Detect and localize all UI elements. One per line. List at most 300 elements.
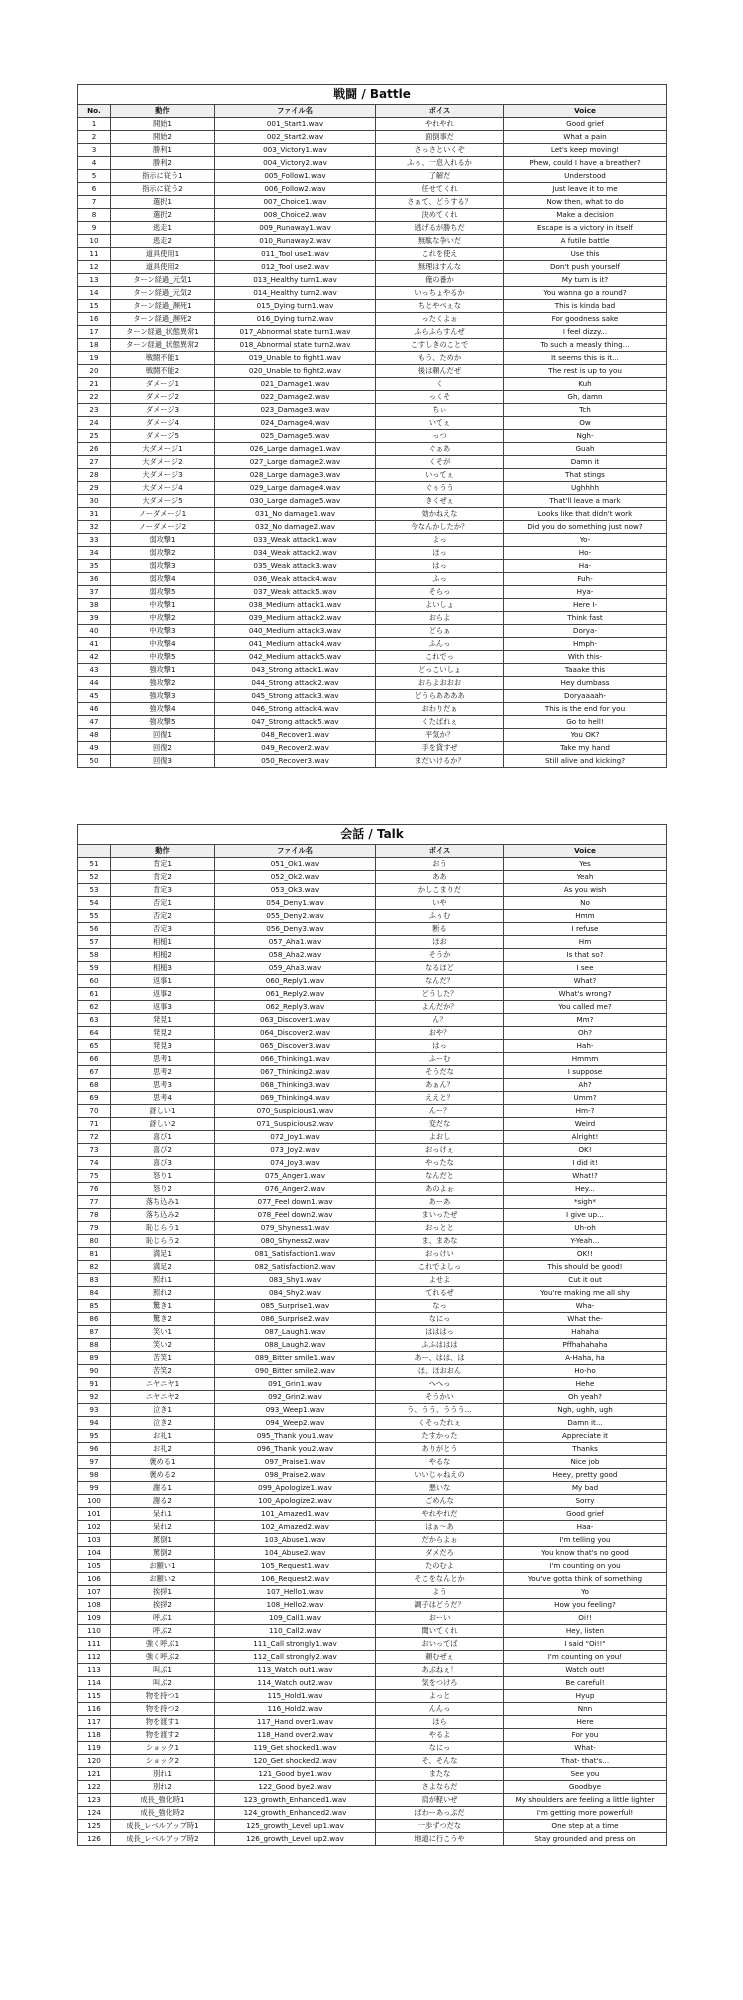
- cell-voice: くそが: [376, 456, 504, 469]
- cell-file: 071_Suspicious2.wav: [215, 1118, 376, 1131]
- cell-voice: 手を貸すぜ: [376, 742, 504, 755]
- cell-voice: なるほど: [376, 962, 504, 975]
- table-row: [78, 1573, 667, 1586]
- cell-file: 104_Abuse2.wav: [215, 1547, 376, 1560]
- cell-no: 109: [78, 1612, 111, 1625]
- table-row: [78, 235, 667, 248]
- cell-voice: おらよおおお: [376, 677, 504, 690]
- cell-file: 018_Abnormal state turn2.wav: [215, 339, 376, 352]
- cell-no: 26: [78, 443, 111, 456]
- cell-voice: う、うう、ううう…: [376, 1404, 504, 1417]
- cell-action: 思考1: [111, 1053, 215, 1066]
- cell-voice: やるな: [376, 1456, 504, 1469]
- cell-voice-en: Yes: [504, 858, 667, 871]
- cell-file: 037_Weak attack5.wav: [215, 586, 376, 599]
- cell-file: 098_Praise2.wav: [215, 1469, 376, 1482]
- cell-voice: ったくよぉ: [376, 313, 504, 326]
- table-row: [78, 495, 667, 508]
- cell-file: 067_Thinking2.wav: [215, 1066, 376, 1079]
- cell-file: 046_Strong attack4.wav: [215, 703, 376, 716]
- cell-no: 59: [78, 962, 111, 975]
- cell-action: 道具使用1: [111, 248, 215, 261]
- cell-no: 62: [78, 1001, 111, 1014]
- cell-voice-en: Good grief: [504, 1508, 667, 1521]
- table-row: [78, 443, 667, 456]
- cell-voice: これでよしっ: [376, 1261, 504, 1274]
- cell-no: 90: [78, 1365, 111, 1378]
- cell-action: 開始1: [111, 118, 215, 131]
- cell-voice-en: I said "Oi!!": [504, 1638, 667, 1651]
- cell-file: 032_No damage2.wav: [215, 521, 376, 534]
- header-voice-en: Voice: [504, 105, 667, 118]
- cell-action: 返事3: [111, 1001, 215, 1014]
- cell-voice: さよならだ: [376, 1781, 504, 1794]
- cell-action: 相槌3: [111, 962, 215, 975]
- cell-voice-en: Good grief: [504, 118, 667, 131]
- cell-no: 47: [78, 716, 111, 729]
- table-row: [78, 1209, 667, 1222]
- cell-no: 7: [78, 196, 111, 209]
- table-row: [78, 651, 667, 664]
- cell-voice: なにっ: [376, 1742, 504, 1755]
- cell-action: ショック1: [111, 1742, 215, 1755]
- cell-no: 80: [78, 1235, 111, 1248]
- cell-action: 満足1: [111, 1248, 215, 1261]
- cell-voice: どうした？: [376, 988, 504, 1001]
- cell-voice: 今なんかしたか？: [376, 521, 504, 534]
- cell-file: 099_Apologize1.wav: [215, 1482, 376, 1495]
- cell-file: 086_Surprise2.wav: [215, 1313, 376, 1326]
- cell-no: 107: [78, 1586, 111, 1599]
- cell-no: 28: [78, 469, 111, 482]
- table-row: [78, 378, 667, 391]
- cell-action: 強く呼ぶ1: [111, 1638, 215, 1651]
- cell-no: 19: [78, 352, 111, 365]
- cell-action: ターン経過_状態異常2: [111, 339, 215, 352]
- cell-no: 39: [78, 612, 111, 625]
- cell-voice-en: I see: [504, 962, 667, 975]
- header-file: ファイル名: [215, 105, 376, 118]
- table-row: [78, 1378, 667, 1391]
- cell-voice: はぁ～あ: [376, 1521, 504, 1534]
- cell-file: 059_Aha3.wav: [215, 962, 376, 975]
- cell-file: 038_Medium attack1.wav: [215, 599, 376, 612]
- cell-no: 33: [78, 534, 111, 547]
- cell-file: 085_Surprise1.wav: [215, 1300, 376, 1313]
- cell-file: 041_Medium attack4.wav: [215, 638, 376, 651]
- cell-voice-en: Hey...: [504, 1183, 667, 1196]
- cell-voice-en: You OK?: [504, 729, 667, 742]
- cell-action: 罵倒1: [111, 1534, 215, 1547]
- cell-action: ノーダメージ2: [111, 521, 215, 534]
- table-row: [78, 1794, 667, 1807]
- cell-voice-en: What-: [504, 1742, 667, 1755]
- cell-file: 035_Weak attack3.wav: [215, 560, 376, 573]
- cell-voice-en: Understood: [504, 170, 667, 183]
- cell-voice-en: Hmph-: [504, 638, 667, 651]
- cell-voice: いいじゃねえの: [376, 1469, 504, 1482]
- cell-voice: 一歩ずつだな: [376, 1820, 504, 1833]
- cell-voice-en: Did you do something just now?: [504, 521, 667, 534]
- cell-file: 126_growth_Level up2.wav: [215, 1833, 376, 1846]
- cell-no: 51: [78, 858, 111, 871]
- cell-file: 056_Deny3.wav: [215, 923, 376, 936]
- table-row: [78, 1625, 667, 1638]
- cell-voice: よいしょ: [376, 599, 504, 612]
- cell-no: 70: [78, 1105, 111, 1118]
- cell-no: 102: [78, 1521, 111, 1534]
- header-voice: ボイス: [376, 105, 504, 118]
- cell-file: 068_Thinking3.wav: [215, 1079, 376, 1092]
- cell-no: 100: [78, 1495, 111, 1508]
- cell-voice-en: You've gotta think of something: [504, 1573, 667, 1586]
- cell-voice-en: I'm telling you: [504, 1534, 667, 1547]
- cell-no: 76: [78, 1183, 111, 1196]
- cell-voice-en: You wanna go a round?: [504, 287, 667, 300]
- table-row: [78, 118, 667, 131]
- table-row: [78, 1495, 667, 1508]
- cell-voice: そうか: [376, 949, 504, 962]
- cell-voice-en: Yo-: [504, 534, 667, 547]
- cell-voice: 面倒事だ: [376, 131, 504, 144]
- cell-voice: ふふははは: [376, 1339, 504, 1352]
- cell-file: 029_Large damage4.wav: [215, 482, 376, 495]
- cell-voice: なっ: [376, 1300, 504, 1313]
- table-row: [78, 1508, 667, 1521]
- cell-voice: 断る: [376, 923, 504, 936]
- cell-voice: 聞いてくれ: [376, 1625, 504, 1638]
- cell-no: 24: [78, 417, 111, 430]
- cell-action: 回復2: [111, 742, 215, 755]
- cell-action: 道具使用2: [111, 261, 215, 274]
- cell-no: 84: [78, 1287, 111, 1300]
- cell-no: 13: [78, 274, 111, 287]
- table-row: [78, 625, 667, 638]
- cell-file: 030_Large damage5.wav: [215, 495, 376, 508]
- cell-file: 109_Call1.wav: [215, 1612, 376, 1625]
- cell-voice: そこをなんとか: [376, 1573, 504, 1586]
- cell-voice: っつ: [376, 430, 504, 443]
- table-row: [78, 1248, 667, 1261]
- cell-action: 指示に従う2: [111, 183, 215, 196]
- cell-voice-en: *sigh*: [504, 1196, 667, 1209]
- cell-file: 066_Thinking1.wav: [215, 1053, 376, 1066]
- cell-voice-en: Oh?: [504, 1027, 667, 1040]
- cell-no: 8: [78, 209, 111, 222]
- table-row: [78, 521, 667, 534]
- cell-voice: ありがとう: [376, 1443, 504, 1456]
- table-row: [78, 962, 667, 975]
- cell-no: 119: [78, 1742, 111, 1755]
- cell-action: 回復1: [111, 729, 215, 742]
- cell-action: 中攻撃4: [111, 638, 215, 651]
- cell-voice: たのむよ: [376, 1560, 504, 1573]
- table-row: [78, 599, 667, 612]
- cell-action: 泣き1: [111, 1404, 215, 1417]
- cell-action: ニヤニヤ1: [111, 1378, 215, 1391]
- cell-action: 肯定2: [111, 871, 215, 884]
- cell-file: 091_Grin1.wav: [215, 1378, 376, 1391]
- cell-no: 25: [78, 430, 111, 443]
- table-row: [78, 391, 667, 404]
- cell-action: 物を持つ2: [111, 1703, 215, 1716]
- cell-voice: さぁて、どうする？: [376, 196, 504, 209]
- cell-voice: 調子はどうだ？: [376, 1599, 504, 1612]
- cell-action: 喜び1: [111, 1131, 215, 1144]
- cell-voice-en: It seems this is it...: [504, 352, 667, 365]
- cell-voice: ふっ: [376, 573, 504, 586]
- cell-file: 060_Reply1.wav: [215, 975, 376, 988]
- cell-voice-en: OK!: [504, 1144, 667, 1157]
- cell-file: 009_Runaway1.wav: [215, 222, 376, 235]
- cell-voice-en: Ah?: [504, 1079, 667, 1092]
- cell-action: 思考4: [111, 1092, 215, 1105]
- cell-no: 34: [78, 547, 111, 560]
- cell-action: 挨拶2: [111, 1599, 215, 1612]
- cell-file: 080_Shyness2.wav: [215, 1235, 376, 1248]
- cell-no: 16: [78, 313, 111, 326]
- cell-file: 095_Thank you1.wav: [215, 1430, 376, 1443]
- cell-voice-en: Hey, listen: [504, 1625, 667, 1638]
- table-row: [78, 1443, 667, 1456]
- cell-action: 肯定1: [111, 858, 215, 871]
- cell-voice-en: Wha-: [504, 1300, 667, 1313]
- cell-voice: どっこいしょ: [376, 664, 504, 677]
- cell-no: 21: [78, 378, 111, 391]
- table-row: [78, 456, 667, 469]
- cell-voice-en: Hah-: [504, 1040, 667, 1053]
- table-row: [78, 1287, 667, 1300]
- cell-no: 1: [78, 118, 111, 131]
- talk-voice-table: [77, 824, 667, 1846]
- cell-voice-en: Use this: [504, 248, 667, 261]
- table-row: [78, 1014, 667, 1027]
- cell-no: 69: [78, 1092, 111, 1105]
- cell-action: ターン経過_瀕死1: [111, 300, 215, 313]
- cell-action: 恥じらう2: [111, 1235, 215, 1248]
- cell-no: 23: [78, 404, 111, 417]
- table-row: [78, 326, 667, 339]
- table-row: [78, 1144, 667, 1157]
- cell-action: 呆れ2: [111, 1521, 215, 1534]
- cell-voice: 肩が軽いぜ: [376, 1794, 504, 1807]
- cell-voice: ふぅむ: [376, 910, 504, 923]
- header-voice-en: Voice: [504, 845, 667, 858]
- cell-file: 007_Choice1.wav: [215, 196, 376, 209]
- table-row: [78, 1092, 667, 1105]
- cell-no: 111: [78, 1638, 111, 1651]
- cell-voice: かしこまりだ: [376, 884, 504, 897]
- cell-voice-en: What?: [504, 975, 667, 988]
- cell-voice-en: To such a measly thing...: [504, 339, 667, 352]
- cell-file: 062_Reply3.wav: [215, 1001, 376, 1014]
- talk-section: [77, 824, 666, 1846]
- cell-file: 054_Deny1.wav: [215, 897, 376, 910]
- table-row: [78, 1417, 667, 1430]
- table-row: [78, 1521, 667, 1534]
- cell-no: 31: [78, 508, 111, 521]
- cell-voice: きくぜぇ: [376, 495, 504, 508]
- cell-no: 89: [78, 1352, 111, 1365]
- cell-action: 呼ぶ2: [111, 1625, 215, 1638]
- cell-no: 82: [78, 1261, 111, 1274]
- table-row: [78, 365, 667, 378]
- cell-voice-en: What a pain: [504, 131, 667, 144]
- cell-action: 相槌2: [111, 949, 215, 962]
- table-row: [78, 638, 667, 651]
- cell-no: 98: [78, 1469, 111, 1482]
- cell-no: 2: [78, 131, 111, 144]
- cell-voice-en: What the-: [504, 1313, 667, 1326]
- cell-action: 弱攻撃1: [111, 534, 215, 547]
- cell-action: 指示に従う1: [111, 170, 215, 183]
- cell-voice-en: Yeah: [504, 871, 667, 884]
- cell-voice-en: This should be good!: [504, 1261, 667, 1274]
- cell-voice-en: Tch: [504, 404, 667, 417]
- cell-voice-en: Ow: [504, 417, 667, 430]
- cell-voice: そうだな: [376, 1066, 504, 1079]
- cell-action: 大ダメージ1: [111, 443, 215, 456]
- cell-no: 112: [78, 1651, 111, 1664]
- cell-no: 41: [78, 638, 111, 651]
- cell-file: 092_Grin2.wav: [215, 1391, 376, 1404]
- cell-voice: 気をつけろ: [376, 1677, 504, 1690]
- cell-voice: これを使え: [376, 248, 504, 261]
- cell-action: 苦笑1: [111, 1352, 215, 1365]
- cell-action: 照れ2: [111, 1287, 215, 1300]
- cell-no: 104: [78, 1547, 111, 1560]
- table-row: [78, 1690, 667, 1703]
- cell-file: 001_Start1.wav: [215, 118, 376, 131]
- cell-no: 44: [78, 677, 111, 690]
- cell-voice-en: The rest is up to you: [504, 365, 667, 378]
- cell-action: 別れ1: [111, 1768, 215, 1781]
- battle-section: [77, 84, 666, 768]
- cell-voice: さっさといくぞ: [376, 144, 504, 157]
- cell-voice-en: Think fast: [504, 612, 667, 625]
- table-row: [78, 534, 667, 547]
- table-row: [78, 1482, 667, 1495]
- cell-voice-en: Hahaha: [504, 1326, 667, 1339]
- cell-no: 124: [78, 1807, 111, 1820]
- cell-no: 115: [78, 1690, 111, 1703]
- cell-voice-en: I feel dizzy...: [504, 326, 667, 339]
- cell-voice: てれるぜ: [376, 1287, 504, 1300]
- cell-voice: ぱわーあっぷだ: [376, 1807, 504, 1820]
- cell-no: 81: [78, 1248, 111, 1261]
- cell-voice: ほお: [376, 936, 504, 949]
- cell-voice-en: I'm counting on you!: [504, 1651, 667, 1664]
- cell-action: ダメージ4: [111, 417, 215, 430]
- cell-voice: ま、まあな: [376, 1235, 504, 1248]
- cell-voice: なんだ？: [376, 975, 504, 988]
- cell-voice: 変だな: [376, 1118, 504, 1131]
- cell-voice: 無駄な争いだ: [376, 235, 504, 248]
- cell-voice-en: Ho-: [504, 547, 667, 560]
- cell-voice-en: Stay grounded and press on: [504, 1833, 667, 1846]
- cell-file: 087_Laugh1.wav: [215, 1326, 376, 1339]
- table-row: [78, 677, 667, 690]
- table-row: [78, 1755, 667, 1768]
- cell-voice: よう: [376, 1586, 504, 1599]
- cell-action: 挨拶1: [111, 1586, 215, 1599]
- cell-action: 弱攻撃3: [111, 560, 215, 573]
- cell-action: 強攻撃5: [111, 716, 215, 729]
- cell-action: 罵倒2: [111, 1547, 215, 1560]
- table-row: [78, 1040, 667, 1053]
- cell-voice: いっちょやるか: [376, 287, 504, 300]
- cell-action: 強攻撃2: [111, 677, 215, 690]
- table-row: [78, 1131, 667, 1144]
- cell-no: 12: [78, 261, 111, 274]
- cell-no: 99: [78, 1482, 111, 1495]
- table-row: [78, 573, 667, 586]
- cell-file: 064_Discover2.wav: [215, 1027, 376, 1040]
- table-row: [78, 1157, 667, 1170]
- cell-no: 67: [78, 1066, 111, 1079]
- cell-file: 031_No damage1.wav: [215, 508, 376, 521]
- header-no: No.: [78, 105, 111, 118]
- cell-voice: そうかい: [376, 1391, 504, 1404]
- cell-voice-en: See you: [504, 1768, 667, 1781]
- cell-voice: 地道に行こうや: [376, 1833, 504, 1846]
- cell-action: 呼ぶ1: [111, 1612, 215, 1625]
- cell-file: 124_growth_Enhanced2.wav: [215, 1807, 376, 1820]
- cell-file: 090_Bitter smile2.wav: [215, 1365, 376, 1378]
- cell-voice-en: Taaake this: [504, 664, 667, 677]
- cell-action: 物を渡す2: [111, 1729, 215, 1742]
- cell-voice-en: Now then, what to do: [504, 196, 667, 209]
- cell-action: ダメージ2: [111, 391, 215, 404]
- cell-no: 48: [78, 729, 111, 742]
- table-row: [78, 897, 667, 910]
- cell-no: 32: [78, 521, 111, 534]
- table-row: [78, 1365, 667, 1378]
- cell-action: ダメージ1: [111, 378, 215, 391]
- cell-action: 返事2: [111, 988, 215, 1001]
- cell-action: 大ダメージ4: [111, 482, 215, 495]
- cell-action: 苦笑2: [111, 1365, 215, 1378]
- cell-action: 成長_レベルアップ時2: [111, 1833, 215, 1846]
- cell-file: 108_Hello2.wav: [215, 1599, 376, 1612]
- cell-voice: おらよ: [376, 612, 504, 625]
- cell-file: 013_Healthy turn1.wav: [215, 274, 376, 287]
- table-row: [78, 157, 667, 170]
- cell-voice: 任せてくれ: [376, 183, 504, 196]
- cell-voice: おっけい: [376, 1248, 504, 1261]
- cell-voice-en: Still alive and kicking?: [504, 755, 667, 768]
- cell-no: 10: [78, 235, 111, 248]
- cell-file: 063_Discover1.wav: [215, 1014, 376, 1027]
- cell-action: 相槌1: [111, 936, 215, 949]
- cell-voice: ふーむ: [376, 1053, 504, 1066]
- cell-no: 56: [78, 923, 111, 936]
- table-row: [78, 560, 667, 573]
- cell-no: 38: [78, 599, 111, 612]
- table-row: [78, 1638, 667, 1651]
- cell-action: 中攻撃1: [111, 599, 215, 612]
- cell-file: 121_Good bye1.wav: [215, 1768, 376, 1781]
- cell-file: 117_Hand over1.wav: [215, 1716, 376, 1729]
- cell-voice-en: Ho-ho: [504, 1365, 667, 1378]
- cell-action: 大ダメージ3: [111, 469, 215, 482]
- cell-action: 成長_レベルアップ時1: [111, 1820, 215, 1833]
- table-row: [78, 183, 667, 196]
- table-row: [78, 196, 667, 209]
- table-row: [78, 1677, 667, 1690]
- cell-no: 49: [78, 742, 111, 755]
- table-row: [78, 1222, 667, 1235]
